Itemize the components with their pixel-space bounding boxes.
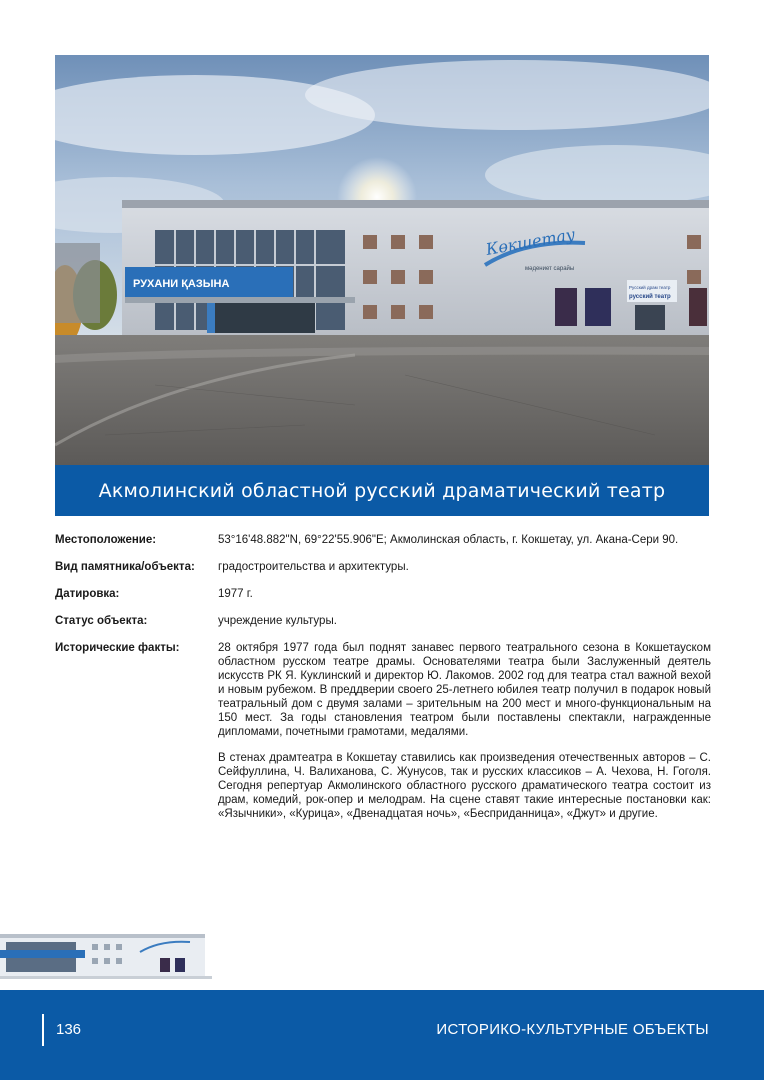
sign-left-text: РУХАНИ ҚАЗЫНА	[133, 278, 230, 290]
type-label: Вид памятника/объекта:	[55, 561, 195, 573]
info-row-status	[55, 614, 711, 628]
sign-right-text: Көкшетау	[484, 224, 577, 259]
sign-theatre-top-text: Русский драм театр	[629, 285, 671, 290]
history-label: Исторические факты:	[55, 642, 180, 654]
location-value: 53°16'48.882"N, 69°22'55.906"E; Акмолинская область, г. Кокшетау, ул. Акана-Сери 90.	[218, 534, 679, 546]
sign-right-sub-text: мәдениет сарайы	[525, 266, 575, 272]
object-title: Акмолинский областной русский драматический театр	[98, 479, 666, 502]
info-row-type	[55, 560, 711, 574]
page-footer	[0, 990, 764, 1080]
section-title: ИСТОРИКО-КУЛЬТУРНЫЕ ОБЪЕКТЫ	[436, 1021, 709, 1038]
object-info	[55, 533, 711, 846]
page-number: 136	[56, 1021, 82, 1038]
theatre-photo	[55, 55, 709, 465]
location-label: Местоположение:	[55, 534, 157, 546]
date-value: 1977 г.	[218, 588, 253, 600]
sign-theatre-text: русский театр	[629, 294, 671, 300]
status-label: Статус объекта:	[55, 615, 148, 627]
footer-divider	[42, 1014, 44, 1046]
building-sketch-image	[0, 926, 212, 980]
type-value: градостроительства и архитектуры.	[218, 561, 409, 573]
info-row-date	[55, 587, 711, 601]
history-paragraph-2: В стенах драмтеатра в Кокшетау ставились как произведения отечественных авторов – С. Сейфуллина, Ч. Валиханова, С. Жунусов, так и русских классиков – А. Чехова, Н. Гоголя. Сегодня репертуар Акмолинского областного русского драматического театра состоит из драм, комедий, рок-опер и мелодрам. На сцене ставят такие интересные постановки как: «Язычники», «Курица», «Двенадцатая ночь», «Бесприданница», «Джут» и другие.	[218, 752, 711, 820]
info-row-history	[55, 641, 711, 833]
history-value	[218, 641, 711, 833]
object-title-bar	[55, 465, 709, 516]
history-paragraph-1: 28 октября 1977 года был поднят занавес первого театрального сезона в Кокшетауском областном русском театре драмы. Основателями театра были Заслуженный деятель искусств РК Я. Куклинский и директор Ю. Лакомов. 2002 год для театра стал важной вехой и новым рубежом. В преддверии своего 25-летнего юбилея театр получил в подарок новый театральный дом с двумя залами – зрительным на 200 мест и много-функциональным на 150 мест. За годы становления театром были поставлены спектакли, награжденные дипломами, почетными грамотами, медалями.	[218, 642, 711, 738]
status-value: учреждение культуры.	[218, 615, 337, 627]
date-label: Датировка:	[55, 588, 120, 600]
info-row-location	[55, 533, 711, 547]
